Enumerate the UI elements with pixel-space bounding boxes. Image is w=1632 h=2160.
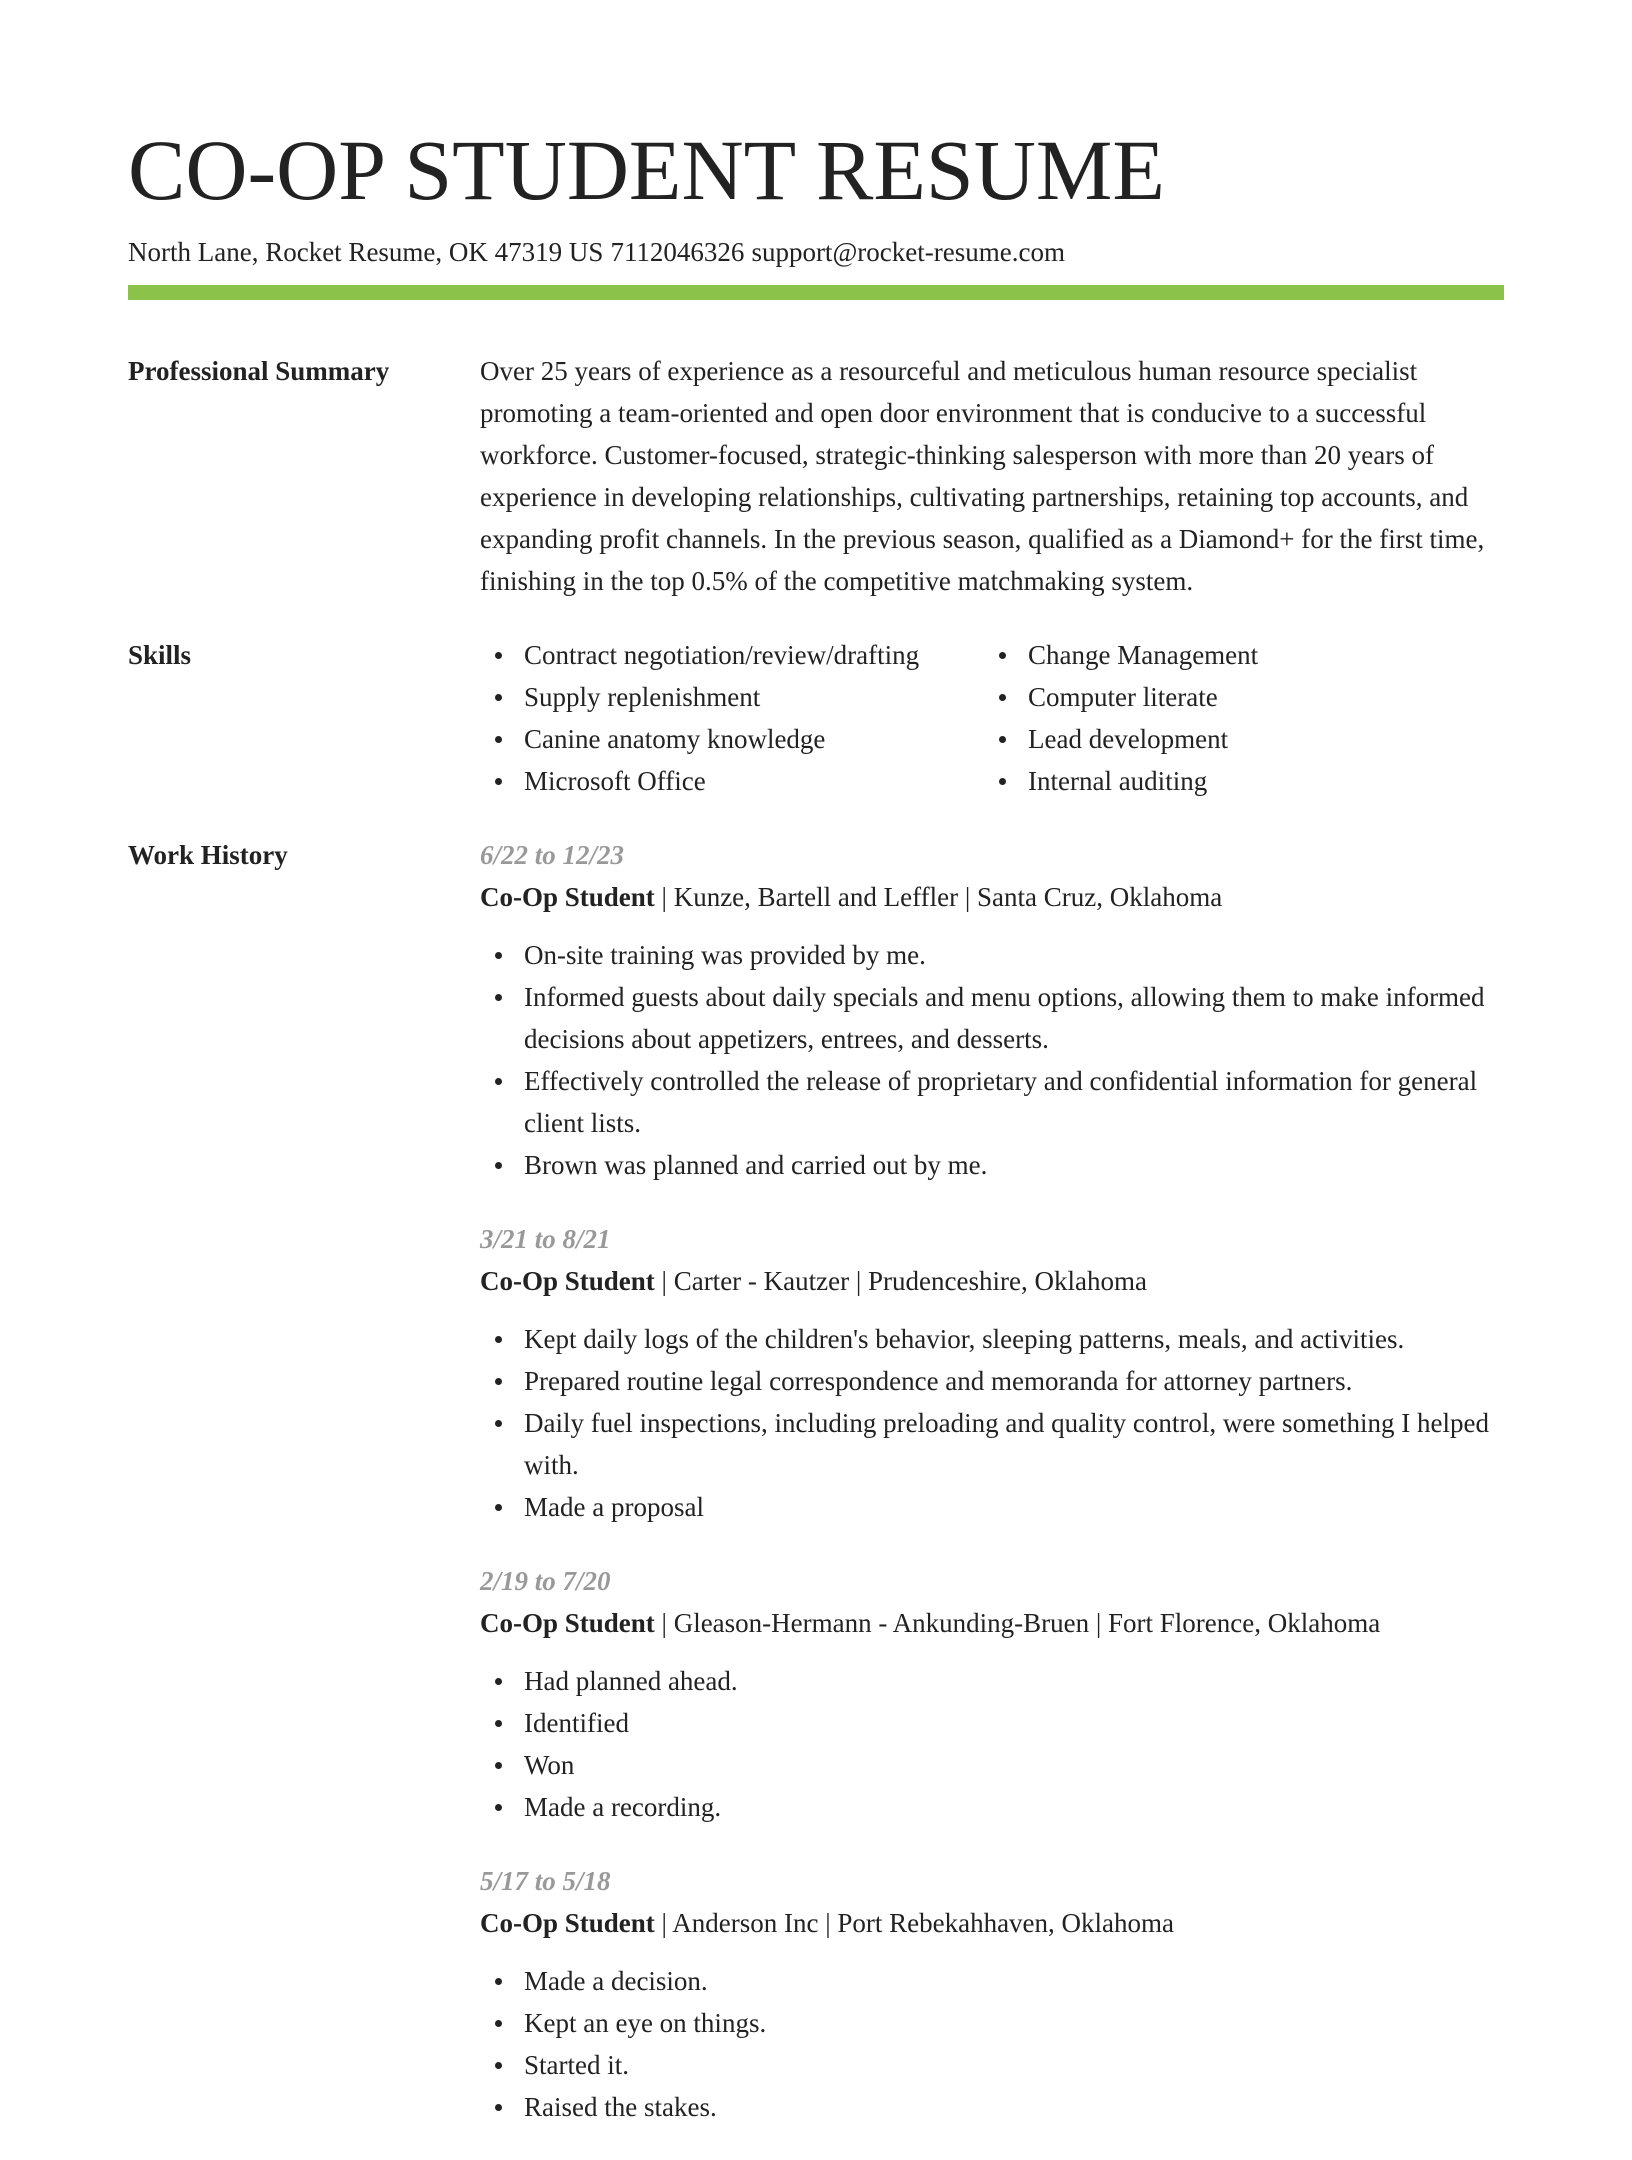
job-separator: |: [849, 1266, 869, 1296]
job-separator: |: [818, 1908, 838, 1938]
job-company: Kunze, Bartell and Leffler: [673, 882, 959, 912]
job-bullet: Made a decision.: [480, 1960, 1504, 2002]
job-company: Carter - Kautzer: [673, 1266, 850, 1296]
skill-item: Internal auditing: [984, 760, 1484, 802]
job-dates: 2/19 to 7/20: [480, 1566, 611, 1596]
summary-text: Over 25 years of experience as a resourceful and meticulous human resource specialist promoting a team-oriented and open door environment that is conducive to a successful workforce. Customer-focused, strategic-thinking salesperson with more than 20 years of experience in developing relationships, cultivating partnerships, retaining top accounts, and expanding profit channels. In the previous season, qualified as a Diamond+ for the first time, finishing in the top 0.5% of the competitive matchmaking system.: [480, 356, 1485, 596]
job-bullet: On-site training was provided by me.: [480, 934, 1504, 976]
job-entry: [480, 834, 1504, 1186]
skill-item: Lead development: [984, 718, 1484, 760]
job-heading: [480, 876, 1504, 918]
skills-grid: [480, 634, 1504, 802]
job-company: Anderson Inc: [672, 1908, 819, 1938]
skills-section: [128, 634, 1504, 802]
job-location: Port Rebekahhaven, Oklahoma: [837, 1908, 1174, 1938]
job-bullet: Had planned ahead.: [480, 1660, 1504, 1702]
job-bullet: Raised the stakes.: [480, 2086, 1504, 2128]
job-entry: [480, 1560, 1504, 1828]
job-separator: |: [1089, 1608, 1109, 1638]
skill-item: Change Management: [984, 634, 1484, 676]
skill-item: Microsoft Office: [480, 760, 984, 802]
skills-heading: Skills: [128, 640, 192, 670]
job-dates: 5/17 to 5/18: [480, 1866, 611, 1896]
resume-page: [128, 118, 1504, 2160]
job-title: Co-Op Student: [480, 1608, 655, 1638]
job-bullet: Won: [480, 1744, 1504, 1786]
job-bullet: Prepared routine legal correspondence and memoranda for attorney partners.: [480, 1360, 1504, 1402]
job-heading: [480, 1602, 1504, 1644]
job-dates: 6/22 to 12/23: [480, 840, 625, 870]
job-separator: |: [654, 1608, 674, 1638]
job-bullet: Started it.: [480, 2044, 1504, 2086]
work-history-section: [128, 834, 1504, 2160]
job-heading: [480, 1902, 1504, 1944]
skill-item: Contract negotiation/review/drafting: [480, 634, 984, 676]
resume-title: CO-OP STUDENT RESUME: [128, 122, 1165, 218]
summary-heading: Professional Summary: [128, 356, 390, 386]
skill-item: Computer literate: [984, 676, 1484, 718]
job-bullet: Kept an eye on things.: [480, 2002, 1504, 2044]
job-bullet: Made a recording.: [480, 1786, 1504, 1828]
job-location: Fort Florence, Oklahoma: [1108, 1608, 1381, 1638]
skills-column-1: [480, 634, 984, 802]
job-bullet: Made a proposal: [480, 1486, 1504, 1528]
job-bullet-list: [480, 934, 1504, 1186]
job-location: Prudenceshire, Oklahoma: [868, 1266, 1147, 1296]
job-bullet-list: [480, 1318, 1504, 1528]
job-bullet: Informed guests about daily specials and menu options, allowing them to make informed decisions about appetizers, entrees, and desserts.: [480, 976, 1504, 1060]
job-separator: |: [958, 882, 977, 912]
job-bullet: Kept daily logs of the children's behavior, sleeping patterns, meals, and activities.: [480, 1318, 1504, 1360]
contact-phone: 7112046326: [610, 237, 745, 267]
contact-address: North Lane, Rocket Resume, OK 47319 US: [128, 237, 604, 267]
job-bullet: Effectively controlled the release of proprietary and confidential information for general client lists.: [480, 1060, 1504, 1144]
job-bullet: Brown was planned and carried out by me.: [480, 1144, 1504, 1186]
skill-item: Canine anatomy knowledge: [480, 718, 984, 760]
work-history-heading: Work History: [128, 840, 288, 870]
skills-column-2: [984, 634, 1484, 802]
skill-item: Supply replenishment: [480, 676, 984, 718]
job-bullet-list: [480, 1960, 1504, 2128]
job-bullet: Daily fuel inspections, including preloading and quality control, were something I helped with.: [480, 1402, 1504, 1486]
job-title: Co-Op Student: [480, 1908, 655, 1938]
job-entry: [480, 1218, 1504, 1528]
job-heading: [480, 1260, 1504, 1302]
work-history-list: [480, 834, 1504, 2160]
job-separator: |: [654, 1266, 674, 1296]
job-title: Co-Op Student: [480, 1266, 655, 1296]
job-bullet-list: [480, 1660, 1504, 1828]
job-bullet: Identified: [480, 1702, 1504, 1744]
job-dates: 3/21 to 8/21: [480, 1224, 611, 1254]
contact-line: [128, 234, 1504, 270]
job-title: Co-Op Student: [480, 882, 655, 912]
job-location: Santa Cruz, Oklahoma: [976, 882, 1223, 912]
header-divider: [128, 285, 1504, 300]
job-company: Gleason-Hermann - Ankunding-Bruen: [673, 1608, 1090, 1638]
summary-section: [128, 350, 1504, 602]
contact-email: support@rocket-resume.com: [751, 237, 1065, 267]
job-separator: |: [654, 1908, 673, 1938]
job-entry: [480, 1860, 1504, 2128]
job-separator: |: [654, 882, 674, 912]
